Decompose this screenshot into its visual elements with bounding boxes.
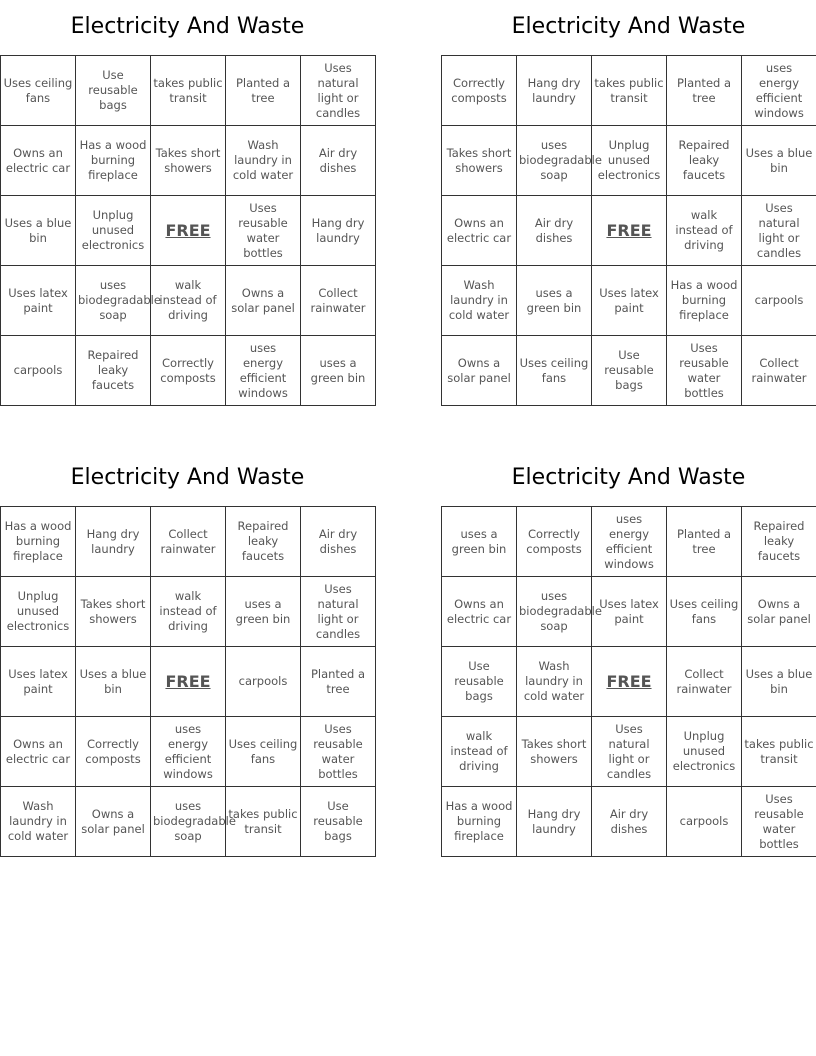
grid-cell: Planted a tree bbox=[667, 56, 742, 126]
grid-cell: Collect rainwater bbox=[667, 647, 742, 717]
grid-cell: Unplug unused electronics bbox=[667, 717, 742, 787]
grid-cell: Uses latex paint bbox=[1, 647, 76, 717]
grid-cell: Wash laundry in cold water bbox=[517, 647, 592, 717]
grid-cell: takes public transit bbox=[742, 717, 816, 787]
grid-cell: Air dry dishes bbox=[517, 196, 592, 266]
grid-cell: Owns an electric car bbox=[442, 196, 517, 266]
bingo-card-2 bbox=[441, 0, 816, 406]
grid-cell: Planted a tree bbox=[667, 507, 742, 577]
grid-cell: uses biodegradable soap bbox=[151, 787, 226, 857]
grid-row bbox=[442, 196, 816, 266]
grid-cell: Takes short showers bbox=[151, 126, 226, 196]
grid-row bbox=[1, 266, 376, 336]
grid-row bbox=[442, 266, 816, 336]
grid-row bbox=[442, 577, 816, 647]
grid-cell: Owns an electric car bbox=[1, 717, 76, 787]
grid-cell: Wash laundry in cold water bbox=[226, 126, 301, 196]
grid-row bbox=[1, 647, 376, 717]
grid-cell: Correctly composts bbox=[151, 336, 226, 406]
grid-cell: Has a wood burning fireplace bbox=[1, 507, 76, 577]
grid-cell: Owns an electric car bbox=[1, 126, 76, 196]
grid-row bbox=[442, 56, 816, 126]
grid-row bbox=[1, 577, 376, 647]
grid-cell: uses a green bin bbox=[301, 336, 376, 406]
grid-cell: Unplug unused electronics bbox=[1, 577, 76, 647]
grid-row bbox=[1, 717, 376, 787]
grid-cell: Uses latex paint bbox=[1, 266, 76, 336]
grid-cell: Owns an electric car bbox=[442, 577, 517, 647]
grid-row bbox=[1, 507, 376, 577]
grid-cell: takes public transit bbox=[226, 787, 301, 857]
grid-cell: carpools bbox=[667, 787, 742, 857]
grid-cell: Wash laundry in cold water bbox=[442, 266, 517, 336]
grid-cell: Collect rainwater bbox=[742, 336, 816, 406]
grid-row bbox=[1, 787, 376, 857]
bingo-card-3 bbox=[0, 451, 375, 857]
grid-cell: Repaired leaky faucets bbox=[667, 126, 742, 196]
grid-cell: Uses a blue bin bbox=[1, 196, 76, 266]
grid-cell: Owns a solar panel bbox=[226, 266, 301, 336]
grid-cell: Has a wood burning fireplace bbox=[442, 787, 517, 857]
grid-cell: uses energy efficient windows bbox=[742, 56, 816, 126]
grid-cell: carpools bbox=[1, 336, 76, 406]
grid-cell: Uses natural light or candles bbox=[301, 577, 376, 647]
bingo-card-1 bbox=[0, 0, 375, 406]
grid-cell: Use reusable bags bbox=[76, 56, 151, 126]
grid-cell: Uses ceiling fans bbox=[1, 56, 76, 126]
grid-cell: uses energy efficient windows bbox=[592, 507, 667, 577]
grid-cell: Owns a solar panel bbox=[442, 336, 517, 406]
bingo-card-4 bbox=[441, 451, 816, 857]
bingo-grid bbox=[441, 55, 816, 406]
grid-cell: Unplug unused electronics bbox=[76, 196, 151, 266]
grid-row bbox=[442, 717, 816, 787]
grid-cell: Hang dry laundry bbox=[517, 56, 592, 126]
grid-cell: uses a green bin bbox=[517, 266, 592, 336]
grid-cell: takes public transit bbox=[592, 56, 667, 126]
grid-cell: uses biodegradable soap bbox=[517, 126, 592, 196]
grid-cell: Air dry dishes bbox=[301, 126, 376, 196]
grid-cell: Air dry dishes bbox=[301, 507, 376, 577]
grid-cell: Takes short showers bbox=[76, 577, 151, 647]
grid-cell: Correctly composts bbox=[517, 507, 592, 577]
grid-cell: uses a green bin bbox=[442, 507, 517, 577]
grid-cell: Repaired leaky faucets bbox=[226, 507, 301, 577]
grid-cell: Air dry dishes bbox=[592, 787, 667, 857]
bingo-grid bbox=[0, 506, 376, 857]
grid-cell: walk instead of driving bbox=[667, 196, 742, 266]
bingo-grid bbox=[0, 55, 376, 406]
grid-cell: Planted a tree bbox=[301, 647, 376, 717]
grid-cell: Wash laundry in cold water bbox=[1, 787, 76, 857]
grid-cell: walk instead of driving bbox=[442, 717, 517, 787]
grid-cell: Uses ceiling fans bbox=[667, 577, 742, 647]
grid-cell: carpools bbox=[742, 266, 816, 336]
free-space-cell: FREE bbox=[592, 647, 667, 717]
grid-row bbox=[442, 336, 816, 406]
grid-cell: Uses reusable water bottles bbox=[301, 717, 376, 787]
grid-cell: Uses natural light or candles bbox=[742, 196, 816, 266]
grid-cell: Repaired leaky faucets bbox=[76, 336, 151, 406]
grid-cell: Collect rainwater bbox=[151, 507, 226, 577]
grid-row bbox=[1, 336, 376, 406]
grid-cell: Uses a blue bin bbox=[742, 647, 816, 717]
card-title: Electricity And Waste bbox=[511, 465, 746, 490]
card-title: Electricity And Waste bbox=[511, 14, 746, 39]
grid-cell: takes public transit bbox=[151, 56, 226, 126]
grid-cell: Owns a solar panel bbox=[76, 787, 151, 857]
grid-cell: Use reusable bags bbox=[592, 336, 667, 406]
grid-cell: Uses a blue bin bbox=[76, 647, 151, 717]
grid-cell: Owns a solar panel bbox=[742, 577, 816, 647]
grid-cell: uses biodegradable soap bbox=[76, 266, 151, 336]
grid-cell: Takes short showers bbox=[517, 717, 592, 787]
grid-row bbox=[442, 507, 816, 577]
grid-cell: Correctly composts bbox=[76, 717, 151, 787]
grid-cell: walk instead of driving bbox=[151, 577, 226, 647]
grid-cell: Uses a blue bin bbox=[742, 126, 816, 196]
grid-row bbox=[1, 196, 376, 266]
grid-cell: Uses reusable water bottles bbox=[667, 336, 742, 406]
grid-cell: Repaired leaky faucets bbox=[742, 507, 816, 577]
card-title: Electricity And Waste bbox=[70, 14, 305, 39]
grid-cell: Has a wood burning fireplace bbox=[76, 126, 151, 196]
grid-row bbox=[1, 126, 376, 196]
grid-cell: uses energy efficient windows bbox=[226, 336, 301, 406]
grid-cell: carpools bbox=[226, 647, 301, 717]
free-space-cell: FREE bbox=[151, 196, 226, 266]
grid-cell: Use reusable bags bbox=[442, 647, 517, 717]
free-space-cell: FREE bbox=[592, 196, 667, 266]
grid-row bbox=[442, 647, 816, 717]
grid-cell: uses a green bin bbox=[226, 577, 301, 647]
grid-cell: Hang dry laundry bbox=[76, 507, 151, 577]
grid-cell: Uses natural light or candles bbox=[301, 56, 376, 126]
grid-cell: Use reusable bags bbox=[301, 787, 376, 857]
grid-cell: Has a wood burning fireplace bbox=[667, 266, 742, 336]
grid-row bbox=[442, 126, 816, 196]
grid-cell: Collect rainwater bbox=[301, 266, 376, 336]
grid-cell: Uses latex paint bbox=[592, 577, 667, 647]
grid-cell: Uses reusable water bottles bbox=[226, 196, 301, 266]
grid-cell: Correctly composts bbox=[442, 56, 517, 126]
grid-cell: Uses ceiling fans bbox=[226, 717, 301, 787]
grid-cell: uses energy efficient windows bbox=[151, 717, 226, 787]
card-title: Electricity And Waste bbox=[70, 465, 305, 490]
grid-cell: Unplug unused electronics bbox=[592, 126, 667, 196]
grid-cell: Hang dry laundry bbox=[301, 196, 376, 266]
grid-cell: uses biodegradable soap bbox=[517, 577, 592, 647]
grid-cell: Uses ceiling fans bbox=[517, 336, 592, 406]
bingo-grid bbox=[441, 506, 816, 857]
grid-cell: Takes short showers bbox=[442, 126, 517, 196]
grid-cell: Uses latex paint bbox=[592, 266, 667, 336]
grid-cell: Uses reusable water bottles bbox=[742, 787, 816, 857]
grid-cell: Hang dry laundry bbox=[517, 787, 592, 857]
grid-row bbox=[442, 787, 816, 857]
free-space-cell: FREE bbox=[151, 647, 226, 717]
grid-cell: Uses natural light or candles bbox=[592, 717, 667, 787]
grid-cell: walk instead of driving bbox=[151, 266, 226, 336]
grid-row bbox=[1, 56, 376, 126]
grid-cell: Planted a tree bbox=[226, 56, 301, 126]
